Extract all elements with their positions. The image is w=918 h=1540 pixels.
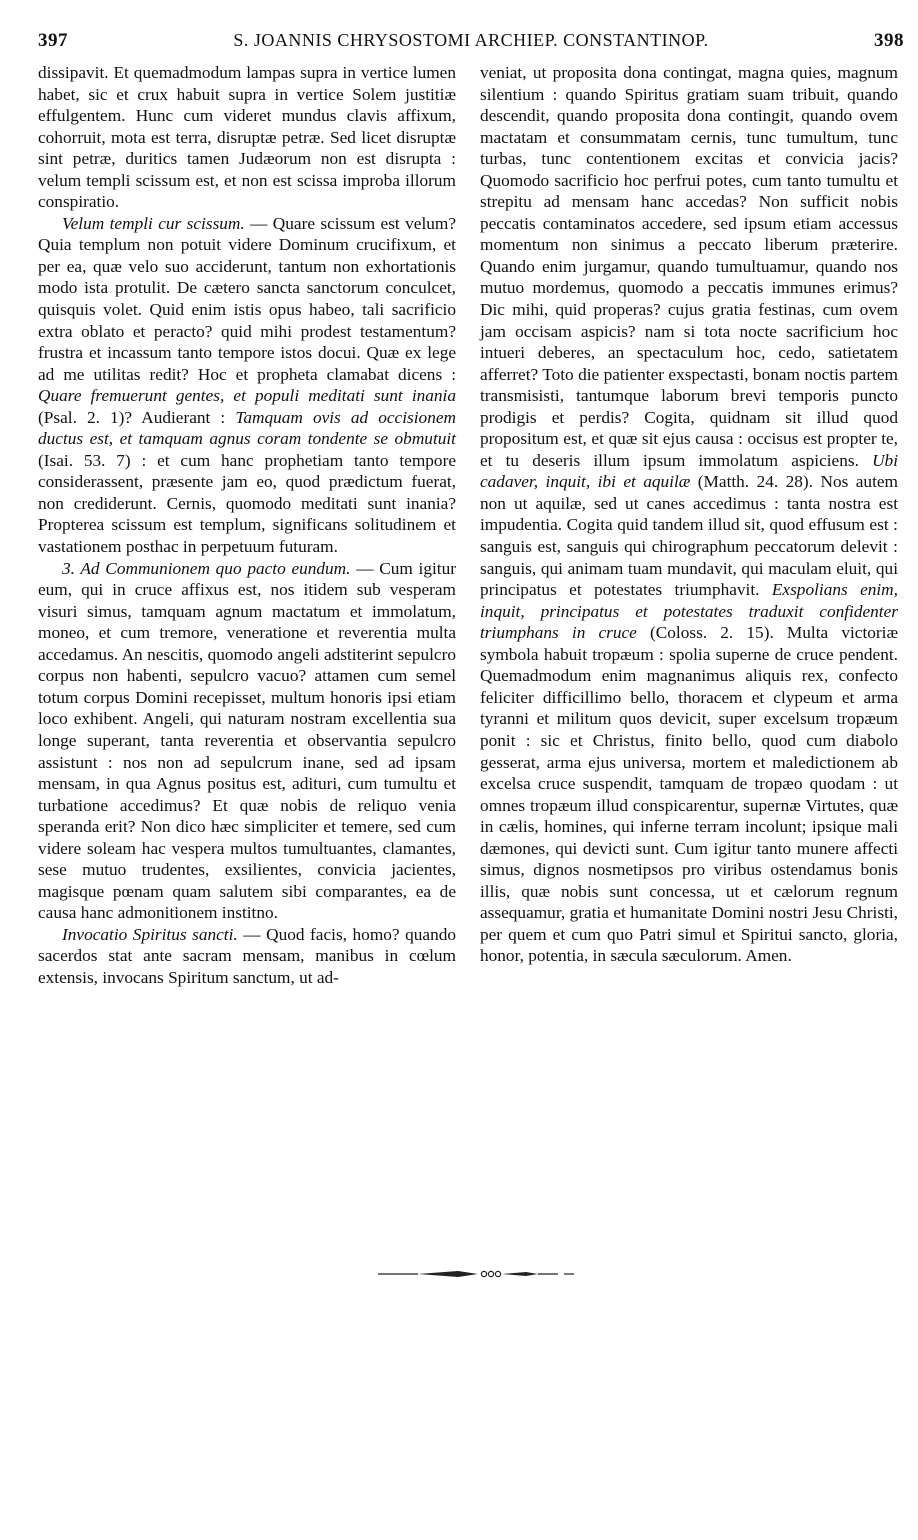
page-number-left: 397: [38, 30, 68, 51]
scripture-quote: Tamquam ovis ad occisionem ductus est, et tamquam agnus coram tondente se obmutuit: [38, 407, 456, 449]
end-ornament-icon: [378, 1265, 574, 1281]
paragraph-text: veniat, ut proposita dona contingat, magna quies, magnum silentium : quando Spiritus gratiam suam tribuit, quando descendit, quando proposita dona contingit, quando ovem mactatam et consummatam cernis, tunc tumultum, tunc turbas, tunc contentionem excitas et convicia jacis? Quomodo sacrificio hoc perfrui potes, cum tanto tumultu et strepitu ad mensam hanc accedas? Non sufficit nobis peccatis contaminatos accedere, sed ipsum etiam accessus momentum non sinimus a peccato liberum præterire. Quando enim jurgamur, quando tumultuamur, quando nos mutuo mordemus, quomodo a peccatis immunes erimus? Dic mihi, quid properas? cujus gratia festinas, cum ovem jam occisam aspicis? nam si tota nocte sacrificium hoc intueri deberes, an spectaculum hoc, cedo, satietatem afferret? Toto die patienter exspectasti, bonam noctis partem transmisisti, tantumque laborum brevi temporis puncto prodigis et perdis? Cogita, quidnam sit illud quod propositum est, et quæ sit ejus causa : occisus est propter te, et tu deseris illum ipsum immolatum aspiciens.: [480, 63, 898, 470]
paragraph-text: (Isai. 53. 7) : et cum hanc prophetiam tanto tempore considerassent, præsente jam eo, quod prædictum fuerat, non crediderunt. Cernis, quomodo meditati sunt inania? Propterea scissum est templum, significans solitudinem et vastationem posthac in perpetuum futuram.: [38, 450, 456, 557]
running-header: [38, 30, 904, 56]
right-column: [480, 62, 898, 967]
section-heading-invocatio: Invocatio Spiritus sancti.: [62, 924, 238, 944]
scripture-quote: Exspolians enim, inquit, principatus et potestates traduxit confidenter triumphans in cruce: [480, 580, 898, 643]
scripture-quote: Ubi cadaver, inquit, ibi et aquilæ: [480, 450, 898, 492]
paragraph-continuation-right: [480, 62, 898, 967]
paragraph-text: — Cum igitur eum, qui in cruce affixus est, nos itidem sub vesperam visuri simus, tamquam agnum mactatum et immolatum, moneo, et cum tremore, veneratione et reverentia multa accedamus. An nescitis, quomodo angeli adstiterint sepulcro corpus non habenti, sepulcro vacuo? attamen cum semel totum corpus Domini recepisset, multum honoris ipsi etiam loco exhibent. Angeli, qui naturam nostram excellentia sua longe superant, tanta reverentia et observantia sepulcro assistunt : nos non ad sepulcrum inane, sed ad ipsam mensam, in qua Agnus positus est, adituri, cum tumultu et turbatione accedimus? Et quæ nobis de reliquo venia speranda erit? Non dico hæc simpliciter et temere, sed cum videre soleam hac vespera multos tumultuantes, clamantes, sese mutuo trudentes, exsilientes, convicia jacientes, magisque pœnam quam salutem sibi comparantes, ea de causa hanc admonitionem institno.: [38, 558, 457, 923]
page-number-right: 398: [874, 30, 904, 51]
section-heading-communion: 3. Ad Communionem quo pacto eundum.: [62, 558, 351, 578]
paragraph-text: — Quod facis, homo? quando sacerdos stat ante sacram mensam, manibus in cœlum extensis, invocans Spiritum sanctum, ut ad-: [38, 924, 456, 987]
paragraph-text: (Coloss. 2. 15). Multa victoriæ symbola habuit tropæum : spolia superne de cruce pendent. Quemadmodum enim magnanimus aliquis rex, confecto feliciter difficillimo bello, thoracem et clypeum et arma tyranni et militum quos devicit, super excelsum tropæum ponit : sic et Christus, finito bello, quod cum diabolo gesserat, arma ejus universa, mortem et maledictionem ab excelsa cruce suspendit, tamquam de tropæo quodam : ut omnes tropæum illud conspicarentur, supernæ Virtutes, quæ in cælis, homines, qui inferne terram incolunt; ipsique mali dæmones, qui devicti sunt. Cum igitur tanto munere affecti simus, dignos nosmetipsos pro viribus ostendamus bonis illis, quæ nobis sunt concessa, ut et cælorum regnum assequamur, gratia et humanitate Domini nostri Jesu Christi, per quem et cum quo Patri simul et Spiritui sancto, gloria, honor, potentia, in sæcula sæculorum. Amen.: [480, 623, 898, 966]
paragraph-velum-templi: [38, 213, 456, 558]
paragraph-continuation: dissipavit. Et quemadmodum lampas supra in vertice lumen habet, sic et crux habuit supra in vertice Solem justitiæ effulgentem. Hunc cum videret mundus clavis affixum, cohorruit, mota est terra, disruptæ petræ. Sed licet disruptæ sint petræ, duritics tamen Judæorum non est disrupta : velum templi scissum est, et non est scissa improba illorum conspiratio.: [38, 63, 456, 212]
running-title: S. JOANNIS CHRYSOSTOMI ARCHIEP. CONSTANTINOP.: [233, 30, 709, 50]
scripture-quote: Quare fremuerunt gentes, et populi meditati sunt inania: [38, 386, 456, 406]
paragraph-text: — Quare scissum est velum? Quia templum non potuit videre Dominum crucifixum, et per ea, quæ velo suo acciderunt, tantum non exhortationis modo ista protulit. De cætero sancta sanctorum conculcet, quisquis volet. Quid enim istis opus habeo, tali sacrificio extra oblato et peracto? quid mihi prodest testamentum? frustra et incassum tanto tempore istos docui. Quæ ex lege ad me utilitas redit? Hoc et propheta clamabat dicens :: [38, 213, 456, 384]
left-column: [38, 62, 456, 989]
section-heading-velum: Velum templi cur scissum.: [62, 213, 245, 233]
paragraph-invocatio: [38, 924, 456, 989]
paragraph-text: (Psal. 2. 1)? Audierant :: [38, 407, 236, 427]
paragraph-communion: [38, 558, 456, 924]
paragraph-text: (Matth. 24. 28). Nos autem non ut aquilæ, sed ut canes accedimus : tanta nostra est impudentia. Cogita quid tandem illud sit, quod effusum est : sanguis est, sanguis qui chirographum peccatorum delevit : sanguis, qui animam tuam mundavit, qui maculam eluit, qui principatus et potestates triumphavit.: [480, 472, 898, 600]
